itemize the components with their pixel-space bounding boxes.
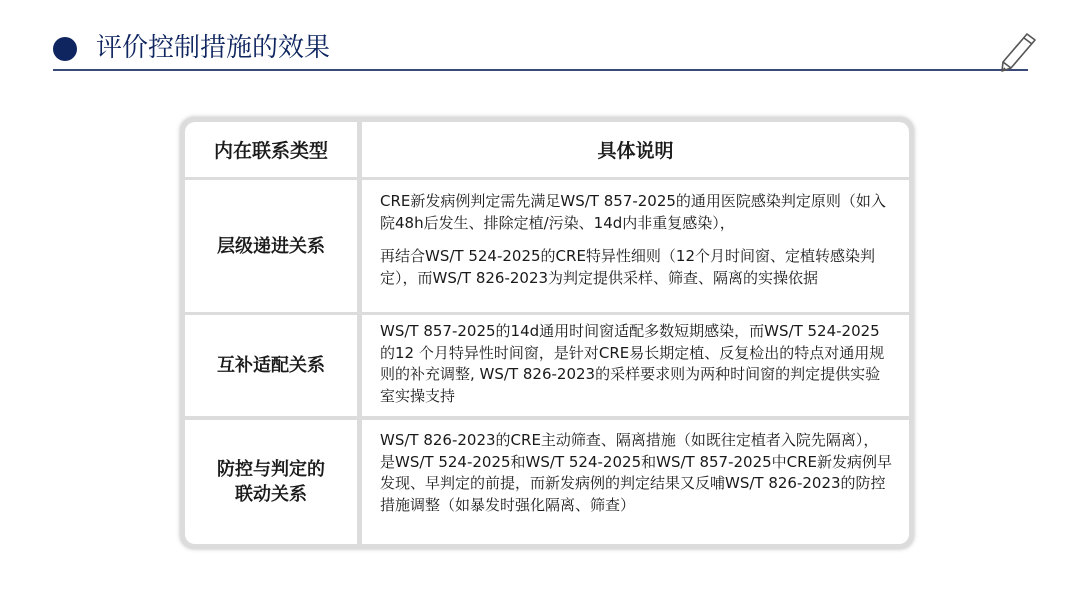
header-description: 具体说明 (362, 122, 909, 177)
row-desc-hierarchical (362, 180, 909, 312)
row-desc-complementary (362, 315, 909, 416)
pen-icon (997, 30, 1039, 74)
desc-paragraph: 再结合WS/T 524-2025的CRE特异性细则（12个月时间窗、定植转感染判定），而WS/T 826-2023为判定提供采样、筛查、隔离的实操依据 (380, 247, 876, 287)
row-desc-linkage (362, 420, 909, 544)
desc-paragraph: CRE新发病例判定需先满足WS/T 857-2025的通用医院感染判定原则（如入院48h后发生、排除定植/污染、14d内非重复感染）， (380, 192, 886, 232)
slide-header (0, 0, 1080, 80)
row-type-line: 防控与判定的 (217, 459, 325, 480)
desc-paragraph: WS/T 826-2023的CRE主动筛查、隔离措施（如既往定植者入院先隔离），是WS/T 524-2025和WS/T 524-2025和WS/T 857-2025中CRE新发病例早发现、早判定的前提，而新发病例的判定结果又反哺WS/T 826-2023的防控措施调整（如暴发时强化隔离、筛查） (380, 431, 893, 514)
title-underline (53, 69, 1028, 71)
title-bullet-icon (53, 37, 77, 61)
slide-title: 评价控制措施的效果 (96, 33, 331, 63)
row-type-complementary: 互补适配关系 (185, 315, 357, 416)
row-type-line: 联动关系 (235, 484, 307, 505)
comparison-table (180, 117, 914, 549)
header-type: 内在联系类型 (185, 122, 357, 177)
row-type-linkage (185, 420, 357, 544)
row-type-hierarchical: 层级递进关系 (185, 180, 357, 312)
desc-paragraph: WS/T 857-2025的14d通用时间窗适配多数短期感染，而WS/T 524-2025的12 个月特异性时间窗，是针对CRE易长期定植、反复检出的特点对通用规则的补充调整, WS/T 826-2023的采样要求则为两种时间窗的判定提供实验室实操支持 (380, 322, 885, 405)
